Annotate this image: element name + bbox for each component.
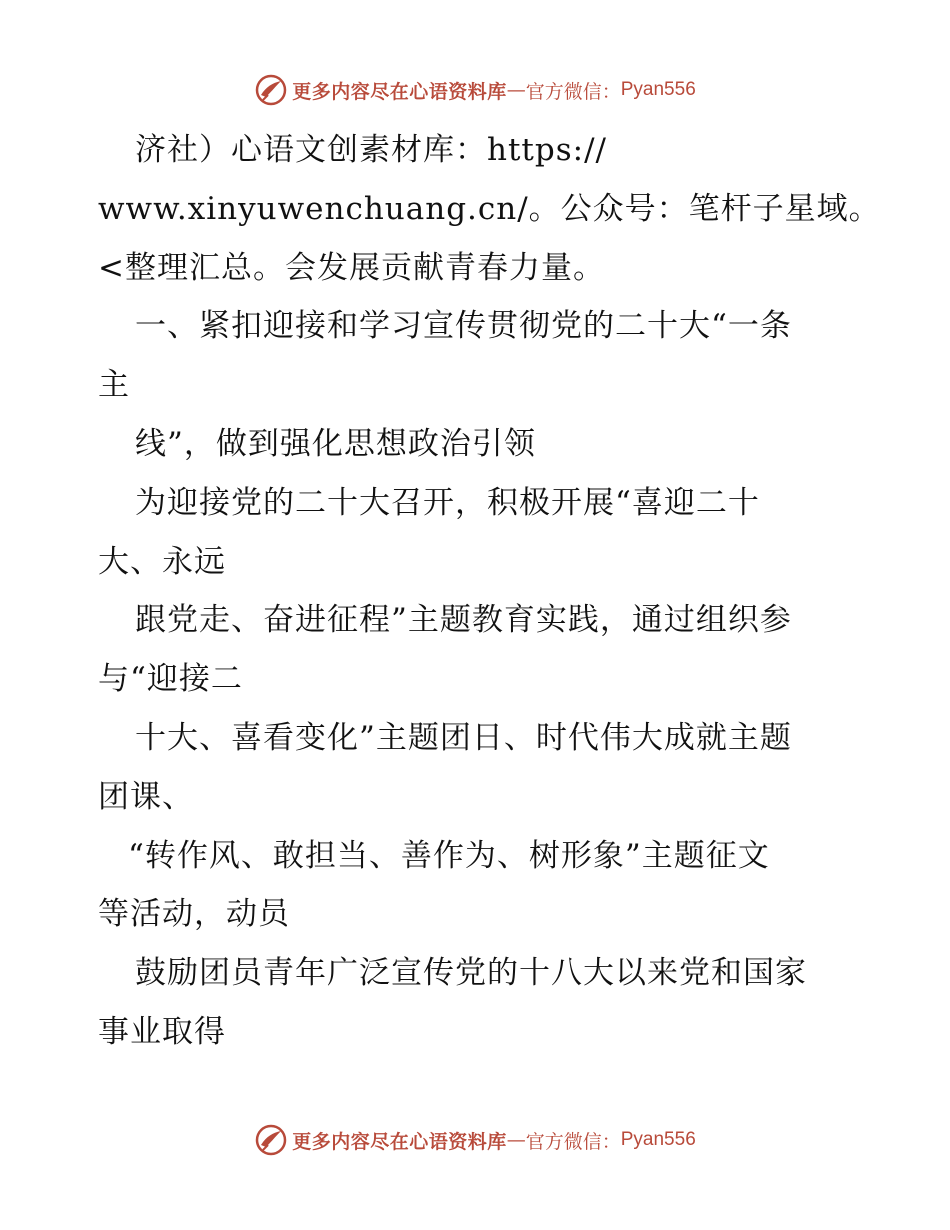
brush-logo-icon xyxy=(254,1123,288,1157)
section-heading-line: 一、紧扣迎接和学习宣传贯彻党的二十大“一条 xyxy=(135,308,792,345)
header-separator: — xyxy=(506,79,526,101)
text-line: www.xinyuwenchuang.cn/。公众号：笔杆子星域。 xyxy=(98,190,881,227)
footer-official-label: 官方微信： xyxy=(525,1130,621,1153)
text-line: 团课、 xyxy=(98,778,194,815)
header-official-label: 官方微信： xyxy=(525,80,621,103)
footer-banner xyxy=(0,1120,950,1160)
text-line: 济社）心语文创素材库：https:// xyxy=(135,132,607,168)
text-line: <整理汇总。会发展贡献青春力量。 xyxy=(98,249,605,286)
document-body xyxy=(98,121,881,1062)
section-heading-line: 线”，做到强化思想政治引领 xyxy=(135,425,536,462)
text-line: 事业取得 xyxy=(98,1013,226,1050)
header-brand-text: 更多内容尽在心语资料库 xyxy=(292,80,507,103)
brush-logo-icon xyxy=(254,73,288,107)
text-line: 大、永远 xyxy=(98,543,226,580)
text-line: “转作风、敢担当、善作为、树形象”主题征文 xyxy=(128,837,770,874)
footer-brand-text: 更多内容尽在心语资料库 xyxy=(292,1130,507,1153)
header-banner xyxy=(0,70,950,110)
header-wechat-id: Pyan556 xyxy=(620,79,696,100)
text-line: 为迎接党的二十大召开，积极开展“喜迎二十 xyxy=(135,484,760,521)
footer-separator: — xyxy=(506,1129,526,1151)
section-heading-line: 主 xyxy=(98,367,130,404)
text-line: 跟党走、奋进征程”主题教育实践，通过组织参 xyxy=(135,602,792,639)
text-line: 十大、喜看变化”主题团日、时代伟大成就主题 xyxy=(135,719,792,756)
text-line: 鼓励团员青年广泛宣传党的十八大以来党和国家 xyxy=(135,955,807,992)
text-line: 与“迎接二 xyxy=(98,661,243,698)
footer-wechat-id: Pyan556 xyxy=(620,1129,696,1150)
text-line: 等活动，动员 xyxy=(98,896,290,933)
